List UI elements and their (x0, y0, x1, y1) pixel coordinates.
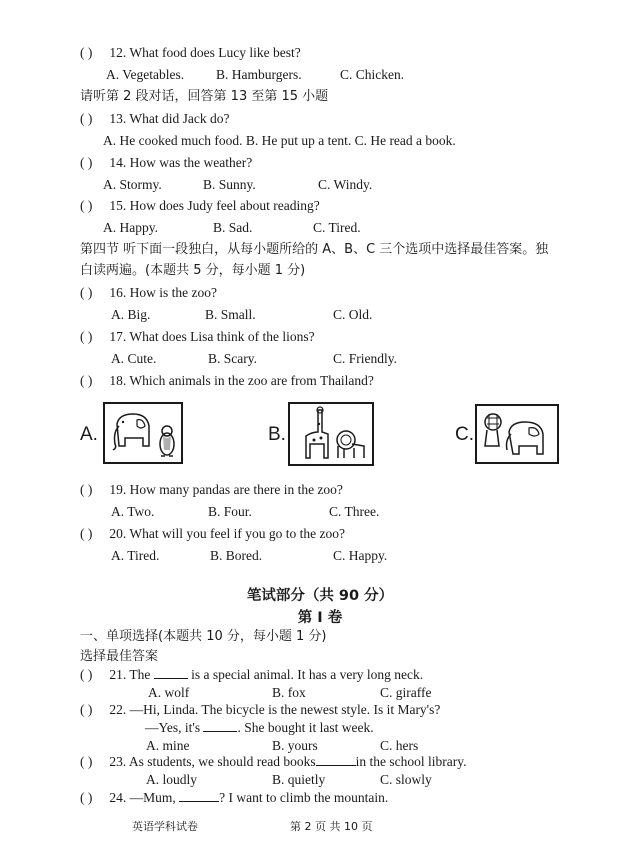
fill-blank[interactable] (154, 666, 188, 679)
q20-option-a: A. Tired. (111, 548, 160, 563)
question-text: 18. Which animals in the zoo are from Thailand? (109, 373, 374, 388)
part1-subtitle: 选择最佳答案 (80, 649, 159, 664)
question-text: 15. How does Judy feel about reading? (109, 198, 320, 213)
q17-option-b: B. Scary. (208, 351, 257, 366)
volume-title: 第 I 卷 (297, 610, 343, 626)
question-text: 16. How is the zoo? (109, 285, 217, 300)
q12-option-a: A. Vegetables. (106, 67, 185, 82)
q17-option-c: C. Friendly. (333, 351, 397, 366)
q15-stem (80, 197, 320, 215)
tiger-elephant-picture (475, 404, 559, 464)
fill-blank[interactable] (179, 789, 219, 802)
question-text: 20. What will you feel if you go to the zoo? (109, 526, 345, 541)
answer-bracket[interactable]: ( ) (80, 373, 93, 388)
question-text-end: in the school library. (355, 754, 467, 769)
q22-stem (80, 701, 440, 719)
answer-bracket[interactable]: ( ) (80, 45, 93, 60)
answer-bracket[interactable]: ( ) (80, 155, 93, 170)
elephant-penguin-picture (103, 402, 183, 464)
question-text: 22. —Hi, Linda. The bicycle is the newest style. Is it Mary's? (109, 702, 441, 717)
reply-text-end: . She bought it last week. (237, 720, 374, 735)
reply-text-start: —Yes, it's (145, 720, 201, 735)
listening-instruction: 请听第 2 段对话，回答第 13 至第 15 小题 (80, 89, 329, 104)
q24-stem (80, 789, 388, 807)
question-text: 17. What does Lisa think of the lions? (109, 329, 315, 344)
q16-stem (80, 284, 217, 302)
section4-instruction-line1: 第四节 听下面一段独白，从每小题所给的 A、B、C 三个选项中选择最佳答案。独 (80, 242, 549, 257)
q18-stem (80, 372, 374, 390)
q20-option-b: B. Bored. (210, 548, 263, 563)
fill-blank[interactable] (316, 753, 356, 766)
section4-instruction-line2: 白读两遍。(本题共 5 分，每小题 1 分) (80, 263, 306, 278)
answer-bracket[interactable]: ( ) (80, 790, 93, 805)
answer-bracket[interactable]: ( ) (80, 198, 93, 213)
q15-option-a: A. Happy. (103, 220, 158, 235)
q22-option-b: B. yours (272, 738, 318, 753)
q17-stem (80, 328, 315, 346)
question-text-end: ? I want to climb the mountain. (219, 790, 389, 805)
part1-title: 一、单项选择(本题共 10 分，每小题 1 分) (80, 629, 327, 644)
q21-option-b: B. fox (272, 685, 306, 700)
fill-blank[interactable] (203, 719, 237, 732)
answer-bracket[interactable]: ( ) (80, 526, 93, 541)
q22-option-c: C. hers (380, 738, 419, 753)
q14-stem (80, 154, 252, 172)
q14-option-c: C. Windy. (318, 177, 373, 192)
q18-option-c-letter: C. (455, 424, 474, 445)
q23-stem (80, 753, 466, 771)
q20-option-c: C. Happy. (333, 548, 388, 563)
written-section-title: 笔试部分（共 90 分） (246, 588, 394, 604)
q16-option-b: B. Small. (205, 307, 256, 322)
q14-option-b: B. Sunny. (203, 177, 256, 192)
q23-option-c: C. slowly (380, 772, 432, 787)
footer-subject: 英语学科试卷 (132, 820, 198, 833)
q18-option-b-letter: B. (268, 424, 286, 445)
question-text-end: is a special animal. It has a very long neck. (191, 667, 424, 682)
q12-option-b: B. Hamburgers. (216, 67, 302, 82)
q19-stem (80, 481, 343, 499)
answer-bracket[interactable]: ( ) (80, 702, 93, 717)
answer-bracket[interactable]: ( ) (80, 482, 93, 497)
q21-stem (80, 666, 423, 684)
q21-option-a: A. wolf (148, 685, 190, 700)
question-text: 13. What did Jack do? (109, 111, 230, 126)
question-text: 14. How was the weather? (109, 155, 253, 170)
giraffe-lion-picture (288, 402, 374, 466)
q18-option-a-letter: A. (80, 424, 98, 445)
q23-option-a: A. loudly (146, 772, 198, 787)
answer-bracket[interactable]: ( ) (80, 754, 93, 769)
q15-option-b: B. Sad. (213, 220, 253, 235)
q21-option-c: C. giraffe (380, 685, 432, 700)
question-text-start: 21. The (109, 667, 151, 682)
q19-option-a: A. Two. (111, 504, 155, 519)
q14-option-a: A. Stormy. (103, 177, 162, 192)
q22-option-a: A. mine (146, 738, 190, 753)
question-text-start: 23. As students, we should read books (109, 754, 316, 769)
q16-option-c: C. Old. (333, 307, 373, 322)
question-text-start: 24. —Mum, (109, 790, 176, 805)
q23-option-b: B. quietly (272, 772, 326, 787)
q12-option-c: C. Chicken. (340, 67, 405, 82)
q22-reply (145, 719, 374, 737)
q17-option-a: A. Cute. (111, 351, 157, 366)
answer-bracket[interactable]: ( ) (80, 285, 93, 300)
q12-stem (80, 44, 301, 62)
answer-bracket[interactable]: ( ) (80, 667, 93, 682)
question-text: 12. What food does Lucy like best? (109, 45, 301, 60)
q20-stem (80, 525, 345, 543)
q16-option-a: A. Big. (111, 307, 151, 322)
q13-stem (80, 110, 229, 128)
q19-option-b: B. Four. (208, 504, 252, 519)
answer-bracket[interactable]: ( ) (80, 111, 93, 126)
q15-option-c: C. Tired. (313, 220, 361, 235)
question-text: 19. How many pandas are there in the zoo? (109, 482, 343, 497)
q13-options: A. He cooked much food. B. He put up a tent. C. He read a book. (103, 133, 456, 148)
answer-bracket[interactable]: ( ) (80, 329, 93, 344)
footer-page-number: 第 2 页 共 10 页 (290, 820, 373, 833)
q19-option-c: C. Three. (329, 504, 380, 519)
